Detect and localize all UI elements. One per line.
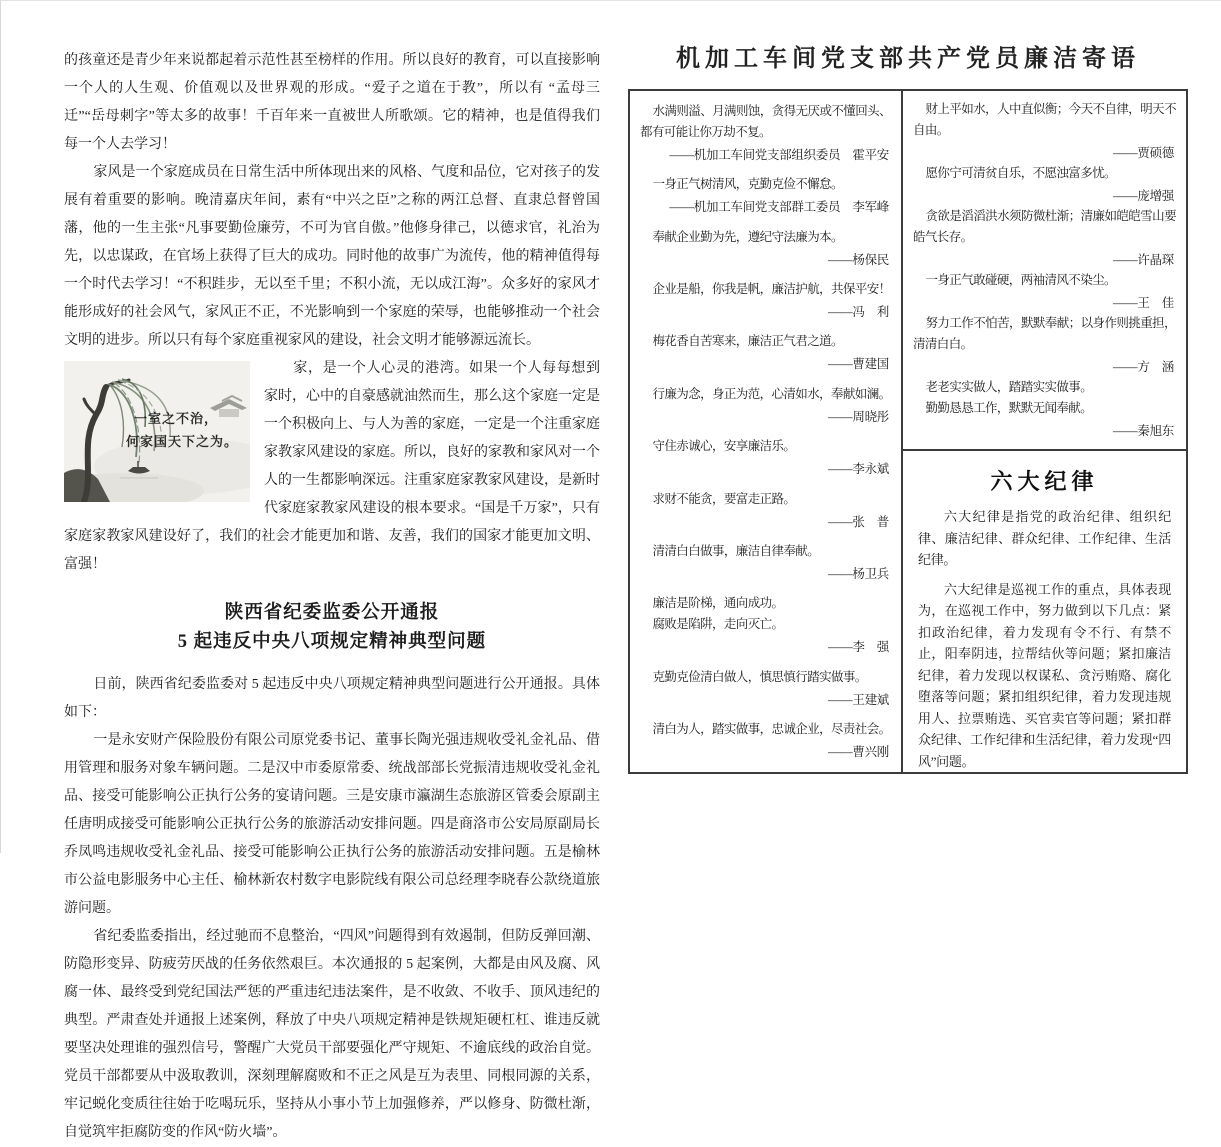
quote-item	[640, 331, 891, 374]
quote-item	[640, 541, 891, 584]
quote-text: 一身正气树清风，克勤克俭不懈怠。	[652, 177, 843, 192]
quote-attribution: ——秦旭东	[1112, 424, 1174, 438]
quote-attribution: ——曹建国	[827, 357, 889, 372]
notice-article-title	[64, 599, 600, 657]
quote-attribution: ——周晓彤	[827, 409, 889, 424]
quote-text: 企业是船，你我是帆，廉洁护航，共保平安！	[652, 282, 891, 297]
quote-text: 贪欲是滔滔洪水须防微杜渐；清廉如皑皑雪山要皓气长存。	[913, 209, 1176, 244]
quote-text: 廉洁是阶梯，通向成功。	[652, 596, 784, 611]
image-caption-line-1: 一室之不治，	[134, 411, 219, 426]
image-caption-line-2: 何家国天下之为。	[126, 434, 239, 449]
six-disciplines-box	[903, 451, 1186, 788]
quote-item	[913, 206, 1176, 270]
six-disciplines-title: 六大纪律	[990, 469, 1099, 494]
quote-text: 财上平如水，人中直似衡；今天不自律，明天不自由。	[913, 102, 1176, 137]
left-page	[64, 47, 600, 1147]
quote-item	[640, 101, 891, 165]
quotes-column-right	[903, 91, 1186, 451]
quote-attribution: ——张 普	[827, 514, 889, 529]
quote-item	[913, 163, 1176, 206]
quote-attribution: ——方 涵	[1112, 360, 1174, 374]
six-disciplines-paragraph-1: 六大纪律是指党的政治纪律、组织纪律、廉洁纪律、群众纪律、工作纪律、生活纪律。	[918, 509, 1171, 567]
quote-text-line2: 腐败是陷阱，走向灭亡。	[652, 617, 784, 632]
quote-item	[640, 719, 891, 762]
family-article-paragraph-3: 家，是一个人心灵的港湾。如果一个人每每想到家时，心中的自豪感就油然而生，那么这个家庭一定是一个积极向上、与人为善的家庭，一定是一个注重家庭家教家风建设的家庭。所以，良好的家教和家风对一个人的一生都影响深远。注重家庭家教家风建设，是新时代家庭家教家风建设的根本要求。“国是千万家”，只有家庭家教家风建设好了，我们的社会才能更加和谐、友善，我们的国家才能更加文明、富强！	[64, 361, 600, 572]
newsletter-title: 机加工车间党支部共产党员廉洁寄语	[676, 46, 1140, 72]
quote-text: 努力工作不怕苦，默默奉献；以身作则挑重担，清清白白。	[913, 316, 1176, 351]
quote-attribution: ——许晶琛	[1112, 253, 1174, 267]
right-page	[628, 41, 1188, 774]
quote-text: 清白为人，踏实做事，忠诚企业，尽责社会。	[652, 721, 891, 736]
quote-text: 愿你宁可清贫自乐，不愿浊富多忧。	[925, 166, 1116, 180]
quote-attribution: ——曹兴刚	[827, 744, 889, 759]
notice-article-paragraph-3: 省纪委监委指出，经过驰而不息整治，“四风”问题得到有效遏制，但防反弹回潮、防隐形变异、防疲劳厌战的任务依然艰巨。本次通报的 5 起案例，大都是由风及腐、风腐一体、最终受到党纪国法严惩的严重违纪违法案件，是不收敛、不收手、顶风违纪的典型。严肃查处并通报上述案例，释放了中央八项规定精神是铁规矩硬杠杠、谁违反就要坚决处理谁的强烈信号，警醒广大党员干部要强化严守规矩、不逾底线的政治自觉。党员干部都要从中汲取教训，深刻理解腐败和不正之风是互为表里、同根同源的关系，牢记蜕化变质往往始于吃喝玩乐，坚持从小事小节上加强修养，严以修身、防微杜渐，自觉筑牢拒腐防变的作风“防火墙”。	[64, 929, 600, 1140]
quote-attribution: ——王 佳	[1112, 296, 1174, 310]
quote-text: 一身正气敢碰硬，两袖清风不染尘。	[925, 273, 1116, 287]
notice-article-paragraph-2: 一是永安财产保险股份有限公司原党委书记、董事长陶光强违规收受礼金礼品、借用管理和服务对象车辆问题。二是汉中市委原常委、统战部部长党振清违规收受礼金礼品、接受可能影响公正执行公务的宴请问题。三是安康市瀛湖生态旅游区管委会原副主任唐明成接受可能影响公正执行公务的旅游活动安排问题。四是商洛市公安局原副局长乔凤鸣违规收受礼金礼品、接受可能影响公正执行公务的旅游活动安排问题。五是榆林市公益电影服务中心主任、榆林新农村数字电影院线有限公司总经理李晓春公款绕道旅游问题。	[64, 733, 600, 916]
six-disciplines-paragraph-2: 六大纪律是巡视工作的重点，具体表现为，在巡视工作中，努力做到以下几点：紧扣政治纪律，着力发现有令不行、有禁不止，阳奉阴违，拉帮结伙等问题；紧扣廉洁纪律，着力发现以权谋私、贪污贿赂、腐化堕落等问题；紧扣组织纪律，着力发现违规用人、拉票贿选、买官卖官等问题；紧扣群众纪律、工作纪律和生活纪律，着力发现“四风”问题。	[918, 581, 1171, 769]
quote-attribution: ——庞增强	[1112, 189, 1174, 203]
quote-item	[640, 384, 891, 427]
quote-attribution: ——杨保民	[827, 252, 889, 267]
quote-item	[640, 436, 891, 479]
notice-title-line-2: 5 起违反中央八项规定精神典型问题	[177, 632, 487, 652]
quote-attribution: ——贾硕德	[1112, 146, 1174, 160]
notice-article-paragraph-1: 日前，陕西省纪委监委对 5 起违反中央八项规定精神典型问题进行公开通报。具体如下：	[64, 677, 600, 720]
quote-item	[640, 279, 891, 322]
quotes-column-left	[630, 91, 903, 772]
quote-attribution: ——李永斌	[827, 462, 889, 477]
image-caption	[126, 407, 239, 453]
quote-text: 克勤克俭清白做人，慎思慎行踏实做事。	[652, 669, 867, 684]
quote-text: 守住赤诚心，安享廉洁乐。	[652, 439, 796, 454]
quote-item	[640, 593, 891, 657]
quote-item	[913, 270, 1176, 313]
quote-text: 清清白白做事，廉洁自律奉献。	[652, 543, 820, 558]
quote-attribution: ——杨卫兵	[827, 566, 889, 581]
quote-item	[913, 99, 1176, 163]
quote-item	[913, 313, 1176, 377]
quote-item	[913, 377, 1176, 441]
quote-item	[640, 489, 891, 532]
family-article-paragraph-1: 的孩童还是青少年来说都起着示范性甚至榜样的作用。所以良好的教育，可以直接影响一个人的人生观、价值观以及世界观的形成。“爱子之道在于教”，所以有 “孟母三迁”“岳母刺字”等太多的故事！千百年来一直被世人所歌颂。它的精神，也是值得我们每一个人去学习！	[64, 53, 600, 152]
quote-text: 行廉为念，身正为范，心清如水，奉献如澜。	[652, 386, 891, 401]
quote-text: 梅花香自苦寒来，廉洁正气君之道。	[652, 334, 843, 349]
ink-painting-image	[64, 361, 250, 502]
quote-text: 求财不能贪，要富走正路。	[652, 491, 796, 506]
quote-item	[640, 174, 891, 217]
right-column	[903, 91, 1186, 772]
quote-attribution: ——王建斌	[827, 692, 889, 707]
quote-text-line2: 勤勤恳恳工作，默默无闻奉献。	[925, 401, 1093, 415]
quote-text: 奉献企业勤为先，遵纪守法廉为本。	[652, 229, 843, 244]
notice-title-line-1: 陕西省纪委监委公开通报	[224, 603, 440, 623]
family-article-paragraph-2: 家风是一个家庭成员在日常生活中所体现出来的风格、气度和品位，它对孩子的发展有着重要的影响。晚清嘉庆年间，素有“中兴之臣”之称的两江总督、直隶总督曾国藩，他的一生主张“凡事要勤俭廉劳，不可为官自傲。”他修身律己，以德求官，礼治为先，以忠谋政，在官场上获得了巨大的成功。同时他的故事广为流传，他的精神值得每一个时代去学习！“不积跬步，无以至千里；不积小流，无以成江海”。众多好的家风才能形成好的社会风气，家风正不正，不光影响到一个家庭的荣辱，也能够推动一个社会文明的进步。所以只有每个家庭重视家风的建设，社会文明才能够源远流长。	[64, 165, 600, 348]
quote-attribution: ——李 强	[827, 640, 889, 655]
quotes-box	[628, 89, 1188, 774]
quote-item	[640, 227, 891, 270]
quote-attribution: ——机加工车间党支部组织委员 霍平安	[669, 148, 889, 162]
quote-attribution: ——冯 利	[827, 305, 889, 320]
quote-text: 水满则溢、月满则蚀，贪得无厌或不懂回头、都有可能让你万劫不复。	[640, 104, 891, 139]
quote-attribution: ——机加工车间党支部群工委员 李军峰	[669, 200, 889, 215]
quote-item	[640, 667, 891, 710]
quote-text: 老老实实做人，踏踏实实做事。	[925, 380, 1093, 394]
